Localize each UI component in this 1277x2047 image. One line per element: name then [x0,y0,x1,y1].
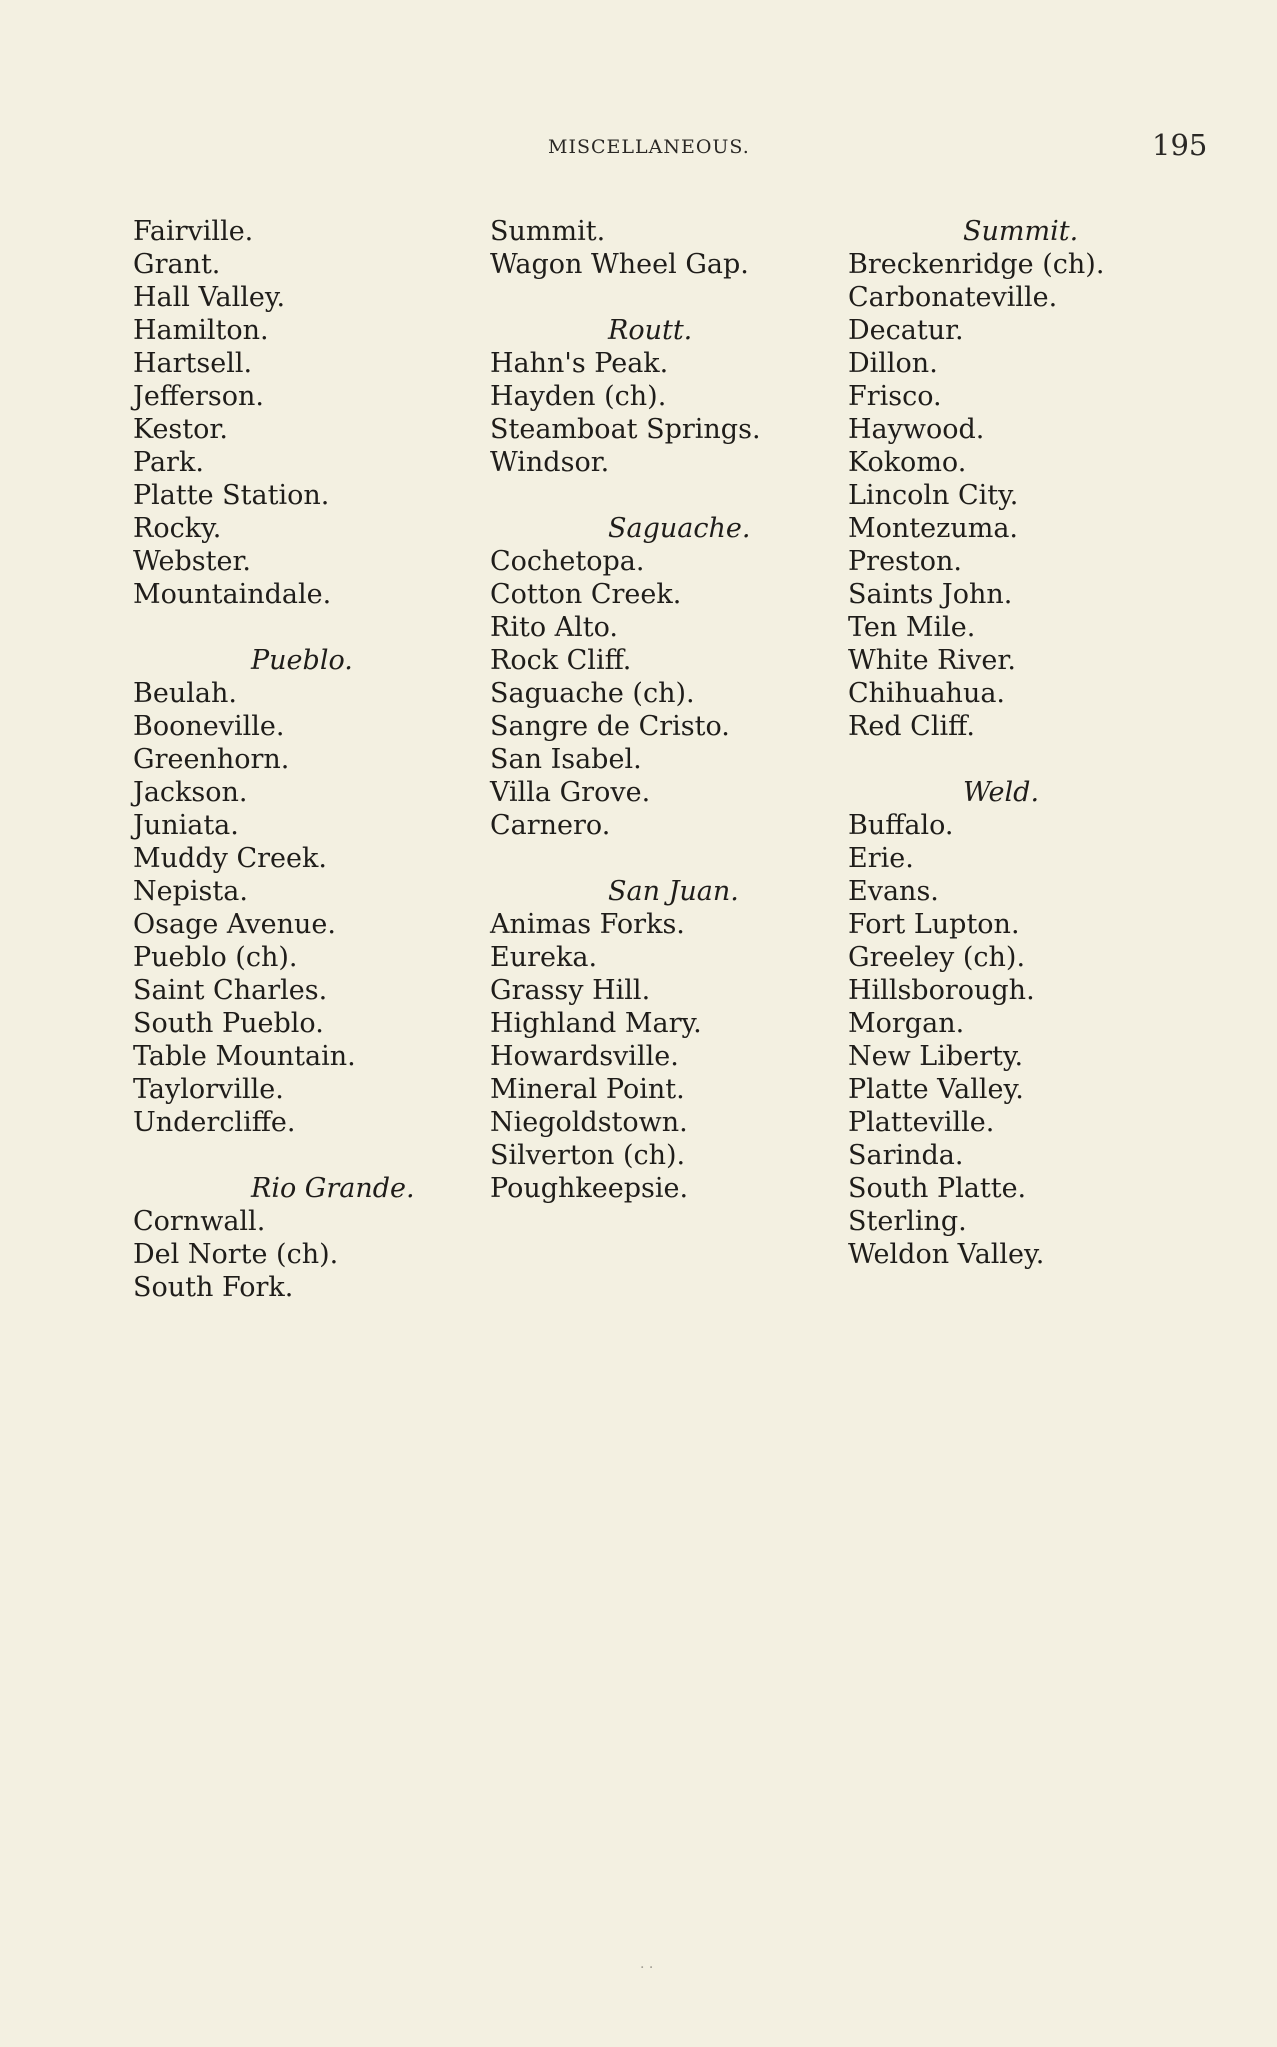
county-heading: Pueblo. [251,645,353,676]
county-group [490,215,850,281]
post-office-entry: San Isabel. [490,744,642,775]
post-office-entry: Erie. [848,843,914,874]
post-office-entry: Lincoln City. [848,480,1019,511]
post-office-entry: Grassy Hill. [490,975,651,1006]
post-office-entry: Jefferson. [133,381,264,412]
post-office-entry: Mineral Point. [490,1074,685,1105]
post-office-entry: South Pueblo. [133,1008,324,1039]
post-office-entry: Montezuma. [848,513,1019,544]
post-office-entry: Hamilton. [133,315,269,346]
post-office-entry: Rock Cliff. [490,645,632,676]
county-group [490,314,850,479]
post-office-entry: White River. [848,645,1016,676]
post-office-entry: Booneville. [133,711,285,742]
column-1 [133,215,493,1304]
post-office-entry: Ten Mile. [848,612,976,643]
post-office-entry: Highland Mary. [490,1008,702,1039]
post-office-entry: Sterling. [848,1206,967,1237]
post-office-entry: Hall Valley. [133,282,286,313]
county-group [848,776,1228,1271]
post-office-entry: Weldon Valley. [848,1239,1045,1270]
post-office-entry: Rocky. [133,513,222,544]
post-office-entry: Animas Forks. [490,909,685,940]
post-office-entry: Decatur. [848,315,964,346]
post-office-entry: Red Cliff. [848,711,975,742]
post-office-entry: Wagon Wheel Gap. [490,249,749,280]
post-office-entry: Sangre de Cristo. [490,711,730,742]
post-office-entry: Nepista. [133,876,248,907]
post-office-entry: Villa Grove. [490,777,651,808]
post-office-entry: Saint Charles. [133,975,328,1006]
post-office-entry: Park. [133,447,204,478]
scan-specks-decoration: · · [640,1960,654,1976]
post-office-entry: Eureka. [490,942,598,973]
page-number: 195 [1152,128,1208,162]
post-office-entry: Hayden (ch). [490,381,667,412]
post-office-entry: Morgan. [848,1008,965,1039]
page-header [0,128,1277,168]
county-group [848,215,1228,743]
post-office-entry: Preston. [848,546,962,577]
county-heading: Weld. [963,777,1040,808]
post-office-entry: Table Mountain. [133,1041,356,1072]
post-office-entry: Cochetopa. [490,546,645,577]
post-office-entry: Rito Alto. [490,612,618,643]
post-office-entry: Greenhorn. [133,744,290,775]
post-office-entry: Cornwall. [133,1206,266,1237]
post-office-entry: Carnero. [490,810,611,841]
post-office-entry: Fairville. [133,216,254,247]
post-office-entry: Steamboat Springs. [490,414,761,445]
post-office-entry: Saguache (ch). [490,678,695,709]
post-office-entry: Evans. [848,876,939,907]
post-office-entry: Buffalo. [848,810,954,841]
post-office-entry: Carbonateville. [848,282,1058,313]
post-office-entry: Jackson. [133,777,248,808]
post-office-entry: Pueblo (ch). [133,942,298,973]
column-2 [490,215,850,1205]
post-office-entry: Frisco. [848,381,942,412]
county-group [133,215,493,611]
post-office-entry: Juniata. [133,810,239,841]
post-office-entry: Poughkeepsie. [490,1173,689,1204]
post-office-entry: South Platte. [848,1173,1027,1204]
post-office-entry: Hahn's Peak. [490,348,669,379]
post-office-entry: South Fork. [133,1272,294,1303]
county-group [490,875,850,1205]
post-office-entry: Niegoldstown. [490,1107,688,1138]
post-office-entry: Grant. [133,249,221,280]
county-heading: Routt. [608,315,693,346]
post-office-entry: Webster. [133,546,252,577]
county-heading: San Juan. [608,876,739,907]
county-heading: Summit. [963,216,1079,247]
post-office-entry: Hillsborough. [848,975,1035,1006]
post-office-entry: Haywood. [848,414,985,445]
post-office-entry: Windsor. [490,447,610,478]
post-office-entry: Muddy Creek. [133,843,327,874]
county-group [490,512,850,842]
post-office-entry: Fort Lupton. [848,909,1020,940]
post-office-entry: Dillon. [848,348,938,379]
post-office-entry: Del Norte (ch). [133,1239,339,1270]
county-group [133,644,493,1139]
post-office-entry: Undercliffe. [133,1107,296,1138]
post-office-entry: Taylorville. [133,1074,284,1105]
column-3 [848,215,1228,1271]
county-heading: Saguache. [608,513,751,544]
post-office-entry: Platte Station. [133,480,330,511]
running-head: MISCELLANEOUS. [548,136,750,158]
county-group [133,1172,493,1304]
county-heading: Rio Grande. [251,1173,415,1204]
post-office-entry: Greeley (ch). [848,942,1026,973]
post-office-entry: Kokomo. [848,447,967,478]
post-office-entry: Cotton Creek. [490,579,682,610]
post-office-entry: Sarinda. [848,1140,964,1171]
post-office-entry: Chihuahua. [848,678,1006,709]
post-office-entry: Saints John. [848,579,1013,610]
post-office-entry: Platte Valley. [848,1074,1024,1105]
post-office-entry: Breckenridge (ch). [848,249,1105,280]
post-office-entry: Hartsell. [133,348,253,379]
post-office-entry: Osage Avenue. [133,909,336,940]
post-office-entry: Summit. [490,216,606,247]
post-office-entry: Kestor. [133,414,228,445]
post-office-entry: New Liberty. [848,1041,1024,1072]
post-office-entry: Platteville. [848,1107,995,1138]
post-office-entry: Howardsville. [490,1041,679,1072]
post-office-entry: Silverton (ch). [490,1140,686,1171]
post-office-entry: Beulah. [133,678,237,709]
post-office-entry: Mountaindale. [133,579,332,610]
